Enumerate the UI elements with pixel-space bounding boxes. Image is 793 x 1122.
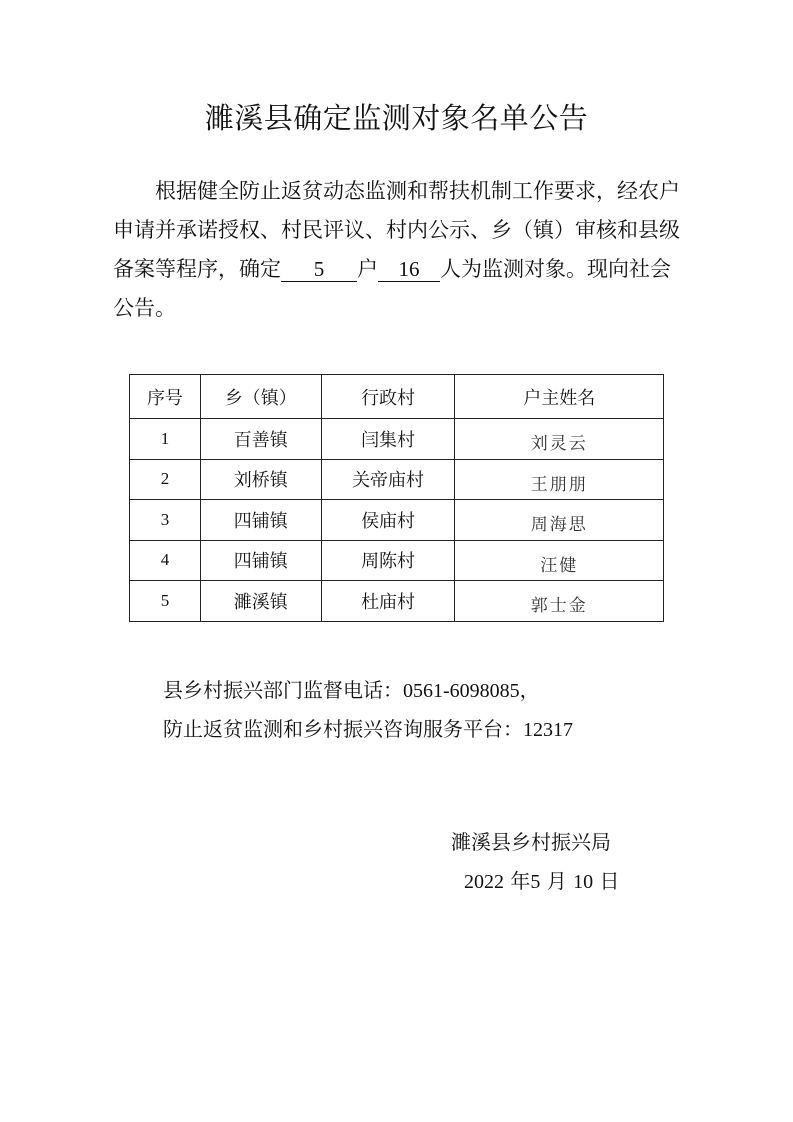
row-town: 刘桥镇 <box>200 459 321 500</box>
row-no: 5 <box>130 581 201 622</box>
households-count: 5 <box>281 257 357 282</box>
col-header-no: 序号 <box>130 375 201 419</box>
table-header-row <box>130 375 664 419</box>
supervision-phone: 0561-6098085， <box>403 680 540 702</box>
platform-phone: 12317 <box>523 719 573 741</box>
table-row <box>130 540 664 581</box>
row-no: 4 <box>130 540 201 581</box>
row-head-cell <box>455 459 664 500</box>
row-town: 四铺镇 <box>200 500 321 541</box>
date-month-unit: 月 <box>546 869 567 893</box>
row-no: 2 <box>130 459 201 500</box>
row-head: 汪健 <box>540 555 579 576</box>
row-town: 百善镇 <box>200 419 321 460</box>
issuer: 濉溪县乡村振兴局 <box>451 830 611 854</box>
issue-date <box>464 865 619 894</box>
row-head-cell <box>455 500 664 541</box>
row-head-cell <box>455 419 664 460</box>
row-village: 侯庙村 <box>321 500 455 541</box>
platform-label: 防止返贫监测和乡村振兴咨询服务平台： <box>163 717 523 741</box>
row-head: 王朋朋 <box>530 474 588 495</box>
intro-tail: 人为监测对象。现向社会公告。 <box>113 257 671 320</box>
row-village: 周陈村 <box>321 540 455 581</box>
people-count: 16 <box>378 257 440 282</box>
row-no: 1 <box>130 419 201 460</box>
row-town: 四铺镇 <box>200 540 321 581</box>
col-header-town: 乡（镇） <box>200 375 321 419</box>
date-year: 2022 <box>464 871 504 893</box>
supervision-label: 县乡村振兴部门监督电话： <box>163 678 403 702</box>
col-header-head: 户主姓名 <box>455 375 664 419</box>
row-town: 濉溪镇 <box>200 581 321 622</box>
date-day: 10 <box>573 871 594 893</box>
table-row <box>130 419 664 460</box>
table-row <box>130 581 664 622</box>
intro-text: 根据健全防止返贫动态监测和帮扶机制工作要求，经农户申请并承诺授权、村民评议、村内公示、乡（镇）审核和县级备案等程序，确定 <box>113 179 680 281</box>
monitoring-table <box>129 374 664 622</box>
supervision-line <box>163 674 540 703</box>
col-header-village: 行政村 <box>321 375 455 419</box>
date-year-unit: 年 <box>510 869 531 893</box>
row-head-cell <box>455 581 664 622</box>
row-head: 刘灵云 <box>530 434 588 455</box>
row-head: 周海思 <box>530 515 588 536</box>
date-month: 5 <box>530 871 541 893</box>
table-row <box>130 459 664 500</box>
row-head: 郭士金 <box>530 596 588 617</box>
page-title: 濉溪县确定监测对象名单公告 <box>204 101 589 135</box>
row-head-cell <box>455 540 664 581</box>
table-row <box>130 500 664 541</box>
row-village: 关帝庙村 <box>321 459 455 500</box>
platform-line <box>163 713 573 742</box>
households-unit: 户 <box>357 257 378 281</box>
date-day-unit: 日 <box>599 869 620 893</box>
row-village: 杜庙村 <box>321 581 455 622</box>
row-no: 3 <box>130 500 201 541</box>
announcement-body <box>113 172 683 328</box>
row-village: 闫集村 <box>321 419 455 460</box>
